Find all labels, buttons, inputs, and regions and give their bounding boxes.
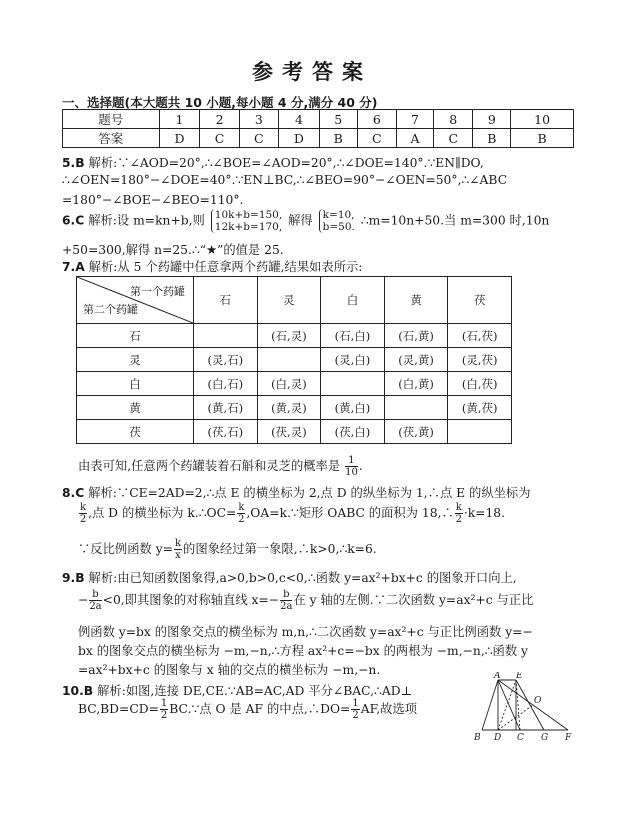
table-cell: (黄,灵) (257, 396, 321, 420)
fraction-numerator: k (174, 538, 182, 549)
table-cell: 4 (278, 110, 319, 129)
table-row (77, 348, 512, 372)
fraction (160, 698, 168, 721)
fraction-numerator: 1 (160, 698, 168, 709)
table-cell: (灵,石) (194, 348, 258, 372)
q10-text: BC.∵点 O 是 AF 的中点,∴DO= (169, 702, 351, 716)
fraction-denominator: x (175, 550, 181, 561)
q10-text: BC,BD=CD= (78, 702, 159, 716)
table-cell: 2 (200, 110, 239, 129)
table-cell: 3 (239, 110, 278, 129)
fraction-numerator: b (280, 589, 292, 601)
table-cell: (灵,黄) (384, 348, 448, 372)
equation: b=50. (322, 221, 355, 233)
table-cell: (灵,茯) (448, 348, 512, 372)
table-cell: (石,灵) (257, 324, 321, 348)
header-second-jar: 第二个药罐 (83, 303, 138, 316)
q5-line-3: =180°−∠BOE−∠BEO=110°. (62, 193, 244, 207)
table-cell: 6 (357, 110, 396, 129)
column-header: 石 (194, 277, 258, 324)
table-cell: 9 (473, 110, 511, 129)
q8-text: ,点 D 的横坐标为 k.∴OC= (88, 506, 237, 520)
fraction-denominator: 10 (345, 467, 358, 478)
table-row (77, 372, 512, 396)
point-label: E (516, 672, 523, 681)
probability-fraction (345, 455, 358, 478)
table-row (77, 396, 512, 420)
q7-text: 解析:从 5 个药罐中任意拿两个药罐,结果如表所示: (88, 260, 363, 274)
table-cell: (黄,石) (194, 396, 258, 420)
q5-text: 解析:∵∠AOD=20°,∴∠BOE=∠AOD=20°,∴∠DOE=140°.∵EN∥DO, (88, 156, 484, 170)
fraction-denominator: 2 (455, 514, 462, 525)
table-cell: C (357, 129, 396, 148)
fraction-numerator: b (89, 589, 101, 601)
equation: 12k+b=170, (214, 221, 283, 233)
table-cell: (石,白) (321, 324, 385, 348)
q9-line-1 (62, 568, 517, 586)
table-cell: 7 (396, 110, 433, 129)
q10-text: AF,故选项 (360, 702, 417, 716)
fraction (280, 589, 292, 612)
figure-line (482, 680, 498, 730)
table-row (77, 277, 512, 324)
table-cell: (茯,黄) (384, 420, 448, 444)
column-header: 灵 (257, 277, 321, 324)
q7-text: . (358, 459, 363, 473)
table-cell: (白,黄) (384, 372, 448, 396)
table-cell: (灵,白) (321, 348, 385, 372)
table-cell: B (511, 129, 574, 148)
fraction-denominator: 2 (160, 710, 168, 721)
q8-number: 8.C (62, 486, 85, 500)
point-label: G (541, 733, 549, 742)
table-cell: (白,石) (194, 372, 258, 396)
table-cell (321, 372, 385, 396)
q8-text: ∵反比例函数 y= (78, 542, 173, 556)
equation: 10k+b=150, (214, 209, 283, 221)
row-label: 题号 (63, 110, 160, 129)
point-label: F (565, 733, 572, 742)
column-header: 茯 (448, 277, 512, 324)
geometry-figure (472, 672, 576, 742)
fraction-denominator: 2 (79, 514, 87, 525)
table-cell: A (396, 129, 433, 148)
table-cell: 1 (159, 110, 200, 129)
point-label: D (494, 733, 502, 742)
equation-system (211, 209, 282, 233)
table-cell: (白,茯) (448, 372, 512, 396)
table-cell (257, 348, 321, 372)
fraction-denominator: 2 (238, 514, 245, 525)
q10-line-2 (78, 698, 417, 721)
table-cell: (白,灵) (257, 372, 321, 396)
row-header: 石 (77, 324, 194, 348)
table-cell: (黄,白) (321, 396, 385, 420)
q8-text: ·k=18. (463, 506, 506, 520)
fraction (174, 538, 182, 561)
q8-text: 解析:∵CE=2AD=2,∴点 E 的横坐标为 2,点 D 的纵坐标为 1,∴点 E 的纵坐标为 (88, 486, 531, 500)
table-cell: 10 (511, 110, 574, 129)
fraction (79, 502, 87, 525)
q7-line-1 (62, 257, 362, 275)
table-cell: (茯,石) (194, 420, 258, 444)
row-label: 答案 (63, 129, 160, 148)
table-cell: D (159, 129, 200, 148)
q6-number: 6.C (62, 213, 85, 228)
q6-text: 解析:设 m=kn+b,则 (88, 213, 205, 228)
q8-text: 的图象经过第一象限,∴k>0,∴k=6. (183, 542, 377, 556)
table-cell: (石,茯) (448, 324, 512, 348)
point-label: B (474, 733, 481, 742)
q6-text: ∴m=10n+50.当 m=300 时,10n (360, 213, 550, 228)
row-header: 茯 (77, 420, 194, 444)
table-row (77, 420, 512, 444)
table-cell: D (278, 129, 319, 148)
table-row (63, 129, 574, 148)
q5-number: 5.B (62, 156, 85, 170)
fraction-denominator: 2a (89, 601, 102, 612)
table-cell: (茯,白) (321, 420, 385, 444)
fraction-numerator: 1 (352, 698, 359, 709)
fraction (237, 502, 245, 525)
table-row (77, 324, 512, 348)
q10-line-1 (62, 681, 412, 699)
fraction-numerator: k (238, 502, 245, 513)
q8-line-3 (78, 538, 377, 561)
q10-text: 解析:如图,连接 DE,CE.∵AB=AC,AD 平分∠BAC,∴AD⊥ (97, 684, 413, 698)
fraction-numerator: k (80, 502, 87, 513)
solution-system (319, 209, 355, 233)
q5-line-2: ∴∠OEN=180°−∠DOE=40°.∵EN⊥BC,∴∠BEO=90°−∠OEN=50°,∴∠ABC (62, 173, 508, 187)
q5-line-1 (62, 153, 484, 171)
q6-line-1 (62, 209, 549, 233)
answer-table (62, 109, 574, 148)
header-first-jar: 第一个药罐 (130, 285, 185, 298)
q9-line-2 (78, 589, 533, 612)
q6-line-2: +50=300,解得 n=25.∴“★”的值是 25. (62, 243, 284, 257)
q7-conclusion (78, 455, 363, 478)
fraction-numerator: k (455, 502, 462, 513)
outcome-table (76, 276, 512, 444)
q9-text: 在 y 轴的左侧.∵二次函数 y=ax²+c 与正比 (293, 593, 534, 607)
q7-text: 由表可知,任意两个药罐装着石斛和灵芝的概率是 (78, 459, 341, 473)
q6-text: 解得 (288, 213, 313, 228)
figure-line (498, 680, 516, 730)
table-cell: (石,黄) (384, 324, 448, 348)
column-header: 黄 (384, 277, 448, 324)
table-cell: (黄,茯) (448, 396, 512, 420)
fraction-denominator: 2 (352, 710, 359, 721)
row-header: 黄 (77, 396, 194, 420)
table-cell: (茯,灵) (257, 420, 321, 444)
point-label: O (534, 696, 542, 706)
table-cell (384, 396, 448, 420)
table-cell (194, 324, 258, 348)
point-label: A (494, 672, 501, 681)
row-header: 灵 (77, 348, 194, 372)
table-cell (448, 420, 512, 444)
q9-text: 解析:由已知函数图象得,a>0,b>0,c<0,∴函数 y=ax²+bx+c 的图象开口向上, (88, 571, 517, 585)
q9-line-5: =ax²+bx+c 的图象与 x 轴的交点的横坐标为 −m,−n. (78, 663, 381, 677)
fraction (89, 589, 101, 612)
q8-line-1 (62, 483, 531, 501)
table-cell: B (473, 129, 511, 148)
q9-line-4: bx 的图象交点的横坐标为 −m,−n,∴方程 ax²+c=−bx 的两根为 −m,−n,∴函数 y (78, 644, 529, 658)
q8-text: ,OA=k.∵矩形 OABC 的面积为 18,∴ (246, 506, 454, 520)
table-cell: B (319, 129, 357, 148)
q8-line-2 (78, 502, 505, 525)
fraction-numerator: 1 (345, 455, 358, 467)
fraction (351, 698, 359, 721)
page-title: 参考答案 (252, 60, 372, 84)
point-label: C (517, 733, 524, 742)
table-cell: C (200, 129, 239, 148)
column-header: 白 (321, 277, 385, 324)
fraction-denominator: 2a (280, 601, 293, 612)
table-cell: C (239, 129, 278, 148)
figure-line (498, 705, 533, 730)
row-header: 白 (77, 372, 194, 396)
section-heading: 一、选择题(本大题共 10 小题,每小题 4 分,满分 40 分) (62, 95, 378, 110)
q9-number: 9.B (62, 571, 85, 585)
equation: k=10, (322, 209, 355, 221)
table-cell: 5 (319, 110, 357, 129)
q10-number: 10.B (62, 684, 94, 698)
table-cell: 8 (434, 110, 473, 129)
q9-line-3: 例函数 y=bx 的图象交点的横坐标为 m,n,∴二次函数 y=ax²+c 与正比例函数 y=− (78, 625, 533, 639)
q7-number: 7.A (62, 260, 85, 274)
table-cell: C (434, 129, 473, 148)
diagonal-header-cell (77, 277, 194, 324)
q9-text: − (78, 593, 89, 607)
q9-text: <0,即其图象的对称轴直线 x=− (102, 593, 280, 607)
fraction (455, 502, 463, 525)
table-row (63, 110, 574, 129)
